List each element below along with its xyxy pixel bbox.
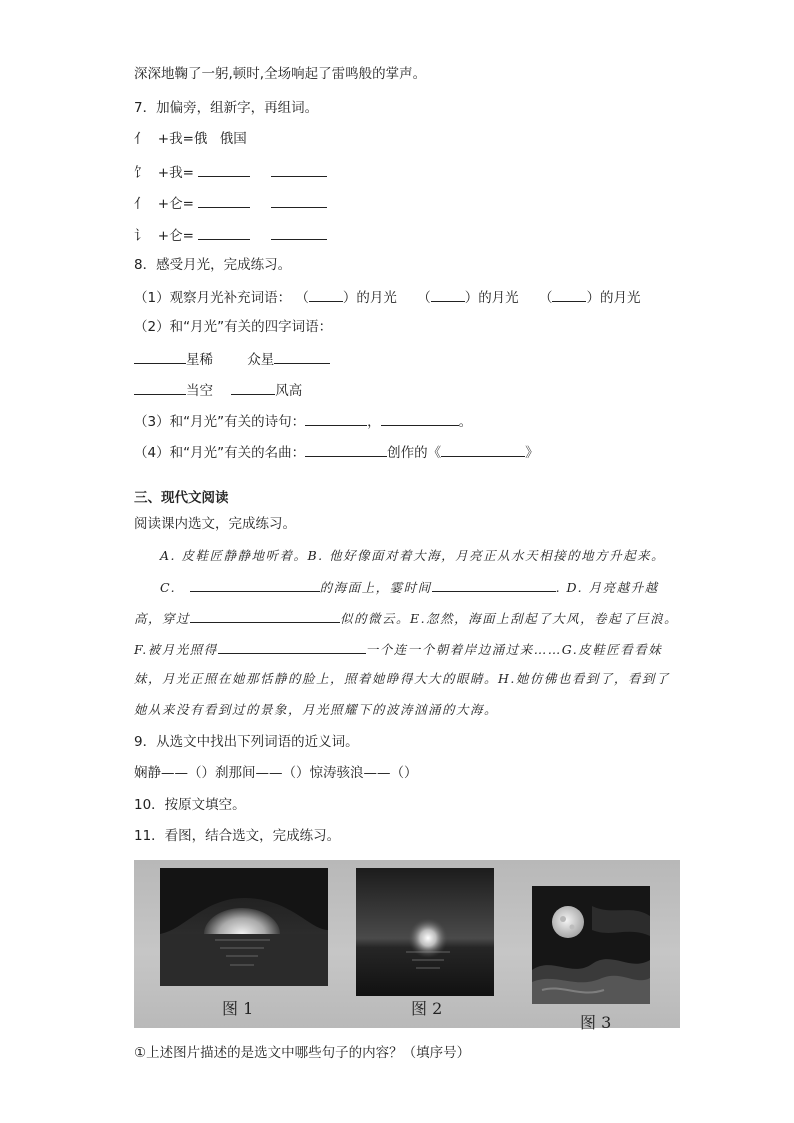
q7-row-2	[134, 162, 327, 182]
word-blank[interactable]	[271, 193, 327, 208]
illustration-photo	[134, 860, 680, 1032]
poem-blank-2[interactable]	[381, 411, 459, 426]
char-blank[interactable]	[198, 162, 250, 177]
formula: +仑=	[157, 228, 194, 244]
q8-part4	[134, 442, 539, 462]
radical: 亻	[134, 196, 148, 212]
passage-line-1: A. 皮鞋匠静静地听着。B. 他好像面对着大海，月亮正从水天相接的地方升起来。	[160, 548, 666, 563]
q8-part1: （1）观察月光补充词语： （ ）的月光 （ ）的月光 （ ）的月光	[134, 287, 640, 307]
q7-row-3	[134, 193, 327, 213]
passage-line-3	[134, 608, 678, 628]
formula: +我=俄	[157, 131, 208, 147]
formula: +我=	[157, 165, 194, 181]
q7-row-1	[134, 130, 247, 148]
moonlight-blank-3[interactable]	[552, 287, 586, 302]
passage-blank-1[interactable]	[190, 577, 320, 592]
example-word: 俄国	[219, 131, 247, 147]
q11-title: 11．看图，结合选文，完成练习。	[134, 828, 341, 844]
caption-figure-2: 图 2	[411, 999, 443, 1018]
q8-part3	[134, 411, 472, 431]
part1-label: （1）观察月光补充词语：	[134, 290, 292, 306]
q7-title: 7．加偏旁，组新字，再组词。	[134, 100, 319, 116]
passage-line-6: 她从来没有看到过的景象，月光照耀下的波涛汹涌的大海。	[134, 702, 499, 717]
idiom-suffix-1: 星稀	[186, 352, 213, 368]
poem-blank-1[interactable]	[305, 411, 367, 426]
q7-row-4	[134, 225, 327, 245]
text: . D. 月亮越升越	[555, 580, 659, 595]
passage-line-5: 妹，月光正照在她那恬静的脸上，照着她睁得大大的眼睛。H.她仿佛也看到了，看到了	[134, 671, 670, 686]
passage-blank-4[interactable]	[218, 639, 366, 654]
idiom-blank-3[interactable]	[134, 380, 186, 395]
q9-title: 9．从选文中找出下列词语的近义词。	[134, 734, 359, 750]
caption-figure-1: 图 1	[222, 999, 254, 1018]
suffix: 的月光	[478, 290, 519, 306]
suffix: 的月光	[356, 290, 397, 306]
q11-subquestion-1: ①上述图片描述的是选文中哪些句子的内容？（填序号）	[134, 1045, 471, 1061]
image-3-full-moon-waves	[532, 886, 650, 1004]
idiom-suffix-4: 风高	[275, 383, 303, 399]
comma: ，	[367, 414, 381, 430]
idiom-blank-1[interactable]	[134, 349, 186, 364]
moonlight-blank-1[interactable]	[309, 287, 343, 302]
q8-idioms-row-2	[134, 380, 302, 400]
passage-line-4	[134, 639, 662, 659]
image-1-moon-arch	[160, 868, 328, 986]
composer-blank[interactable]	[305, 442, 387, 457]
idiom-prefix-2: 众星	[247, 352, 275, 368]
char-blank[interactable]	[198, 225, 250, 240]
passage-line-2	[160, 577, 659, 597]
section-heading: 三、现代文阅读	[134, 490, 229, 506]
suffix: 的月光	[599, 290, 641, 306]
created-text: 创作的《	[387, 445, 442, 461]
radical: 讠	[134, 228, 148, 244]
q8-title: 8．感受月光，完成练习。	[134, 257, 292, 273]
formula: +仑=	[157, 196, 194, 212]
word-blank[interactable]	[271, 162, 327, 177]
part3-label: （3）和“月光”有关的诗句：	[134, 414, 306, 430]
part4-label: （4）和“月光”有关的名曲：	[134, 445, 306, 461]
song-title-blank[interactable]	[441, 442, 525, 457]
close-quote: 》	[525, 445, 539, 461]
text: 似的微云。E.忽然，海面上刮起了大风，卷起了巨浪。	[340, 611, 679, 626]
q8-idioms-row-1	[134, 349, 330, 369]
caption-figure-3: 图 3	[580, 1013, 612, 1032]
passage-blank-3[interactable]	[190, 608, 340, 623]
label-c: C.	[160, 580, 182, 595]
idiom-suffix-3: 当空	[186, 383, 213, 399]
radical: 亻	[134, 131, 148, 147]
image-2-moonrise-sea	[356, 868, 494, 996]
q8-part2-label: （2）和“月光”有关的四字词语：	[134, 319, 333, 335]
intro-line: 深深地鞠了一躬,顿时,全场响起了雷鸣般的掌声。	[134, 66, 427, 82]
text: 高，穿过	[134, 611, 191, 626]
word-blank[interactable]	[271, 225, 327, 240]
passage-blank-2[interactable]	[432, 577, 556, 592]
moonlight-blank-2[interactable]	[431, 287, 465, 302]
idiom-blank-2[interactable]	[274, 349, 330, 364]
section-instruction: 阅读课内选文，完成练习。	[134, 516, 296, 532]
q9-line: 娴静——（）刹那间——（）惊涛骇浪——（）	[134, 765, 418, 781]
char-blank[interactable]	[198, 193, 250, 208]
q10-title: 10．按原文填空。	[134, 797, 246, 813]
idiom-blank-4[interactable]	[231, 380, 275, 395]
text: F.被月光照得	[134, 642, 218, 657]
text: 一个连一个朝着岸边涌过来……G.皮鞋匠看看妹	[365, 642, 663, 657]
period: 。	[458, 414, 473, 430]
text: 的海面上，霎时间	[319, 580, 432, 595]
radical: 饣	[134, 165, 148, 181]
